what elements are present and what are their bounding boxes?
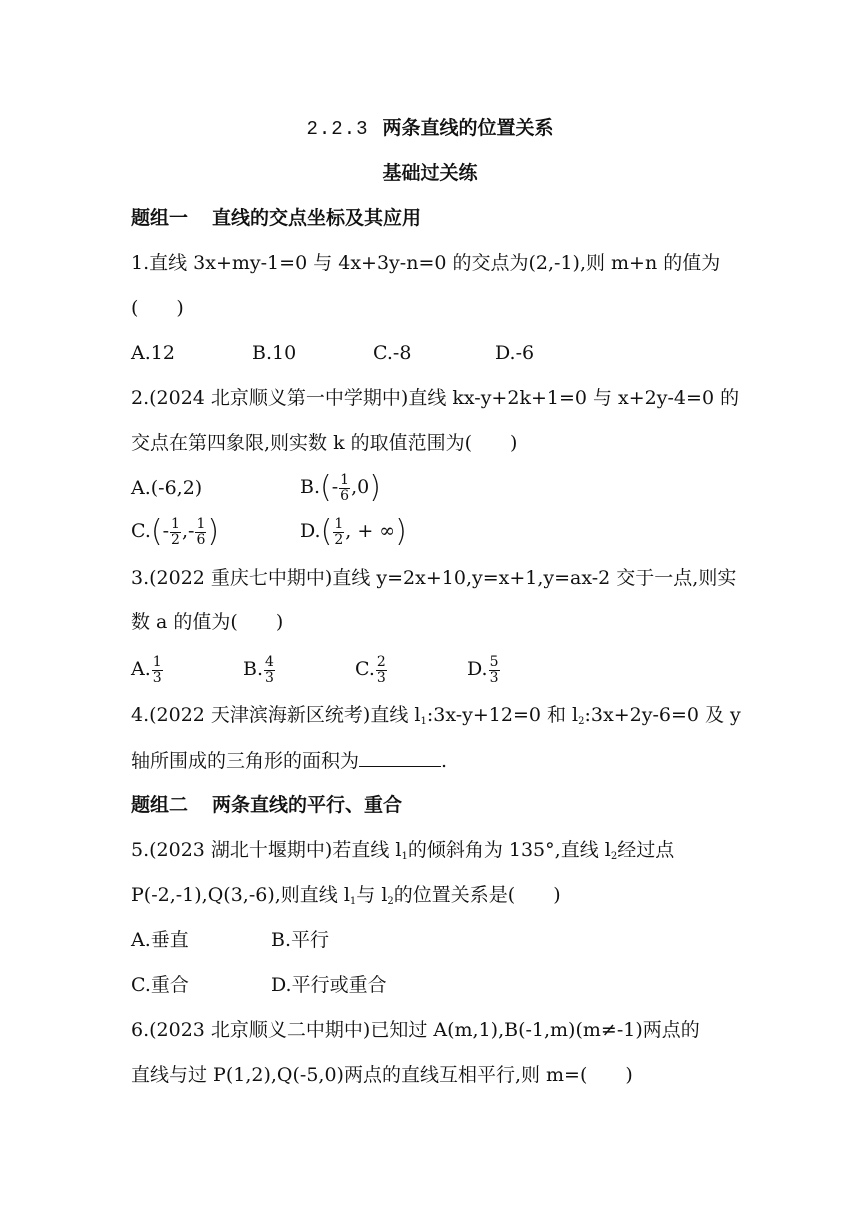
question-2-line-2: 交点在第四象限,则实数 k 的取值范围为( )	[131, 432, 518, 454]
question-3-line-2: 数 a 的值为( )	[131, 611, 284, 633]
answer-blank[interactable]	[359, 748, 441, 767]
q5-option-d: D.平行或重合	[271, 974, 387, 996]
section-title: 两条直线的位置关系	[382, 117, 554, 139]
question-5-line-2: P(-2,-1),Q(3,-6),则直线 $l_1$与 $l_2$的位置关系是( )	[131, 884, 561, 907]
fraction: $\frac{1}{2}$	[334, 515, 344, 548]
question-4-line-1: 4.(2022 天津滨海新区统考)直线 $l_1:3x-y+12=0$ 和 $l_2:3x+2y-6=0$ 及 y	[131, 704, 741, 727]
group-label: 题组一	[131, 207, 189, 229]
group-title: 直线的交点坐标及其应用	[212, 207, 422, 229]
q1-option-b: B.10	[252, 342, 297, 364]
subtitle: 基础过关练	[382, 162, 478, 184]
question-6-line-2: 直线与过 P(1,2),Q(-5,0)两点的直线互相平行,则 m=( )	[131, 1064, 633, 1086]
group-label: 题组二	[131, 794, 189, 816]
question-1-line-1: 1.直线 3x+my-1=0 与 4x+3y-n=0 的交点为(2,-1),则 m+n 的值为	[131, 252, 721, 274]
q1-option-c: C.-8	[373, 342, 412, 364]
question-3-line-1: 3.(2022 重庆七中期中)直线 y=2x+10,y=x+1,y=ax-2 交于一点,则实	[131, 567, 737, 589]
fraction: $\frac{2}{3}$	[376, 653, 386, 686]
question-5-line-1: 5.(2023 湖北十堰期中)若直线 $l_1$的倾斜角为 135°,直线 $l_2$经过点	[131, 839, 675, 862]
fraction: $\frac{4}{3}$	[265, 653, 274, 686]
q1-option-a: A.12	[131, 342, 175, 364]
fraction: $\frac{1}{3}$	[152, 653, 162, 686]
group-title: 两条直线的平行、重合	[212, 794, 403, 816]
q5-option-c: C.重合	[131, 974, 189, 996]
question-2-line-1: 2.(2024 北京顺义第一中学期中)直线 kx-y+2k+1=0 与 x+2y-4=0 的	[131, 387, 740, 409]
question-1-line-2: ( )	[131, 297, 184, 319]
q3-option-c: C. $\frac{2}{3}$	[355, 653, 386, 686]
q5-option-a: A.垂直	[131, 929, 189, 951]
q2-option-d: D.( $\frac{1}{2}$ , + ∞)	[300, 514, 407, 549]
q3-option-a: A. $\frac{1}{3}$	[131, 653, 162, 686]
fraction: $\frac{1}{6}$	[340, 471, 350, 504]
question-4-line-2: 轴所围成的三角形的面积为 .	[131, 750, 448, 772]
q2-option-c: C.(- $\frac{1}{2}$ ,- $\frac{1}{6}$ )	[131, 514, 220, 549]
section-heading	[0, 116, 860, 141]
q2-option-a: A.(-6,2)	[131, 477, 203, 499]
fraction: $\frac{1}{2}$	[171, 515, 180, 548]
q5-option-b: B.平行	[271, 929, 330, 951]
q2-option-b: B.(- $\frac{1}{6}$ ,0)	[300, 470, 381, 505]
fraction: $\frac{1}{6}$	[196, 515, 206, 548]
group-heading-1	[131, 206, 421, 230]
group-heading-2	[131, 793, 402, 817]
q3-option-d: D. $\frac{5}{3}$	[467, 653, 499, 686]
section-number: 2.2.3	[306, 118, 369, 140]
question-6-line-1: 6.(2023 北京顺义二中期中)已知过 A(m,1),B(-1,m)(m≠-1)两点的	[131, 1019, 700, 1041]
q3-option-b: B. $\frac{4}{3}$	[243, 653, 274, 686]
q1-option-d: D.-6	[495, 342, 535, 364]
fraction: $\frac{5}{3}$	[489, 653, 499, 686]
